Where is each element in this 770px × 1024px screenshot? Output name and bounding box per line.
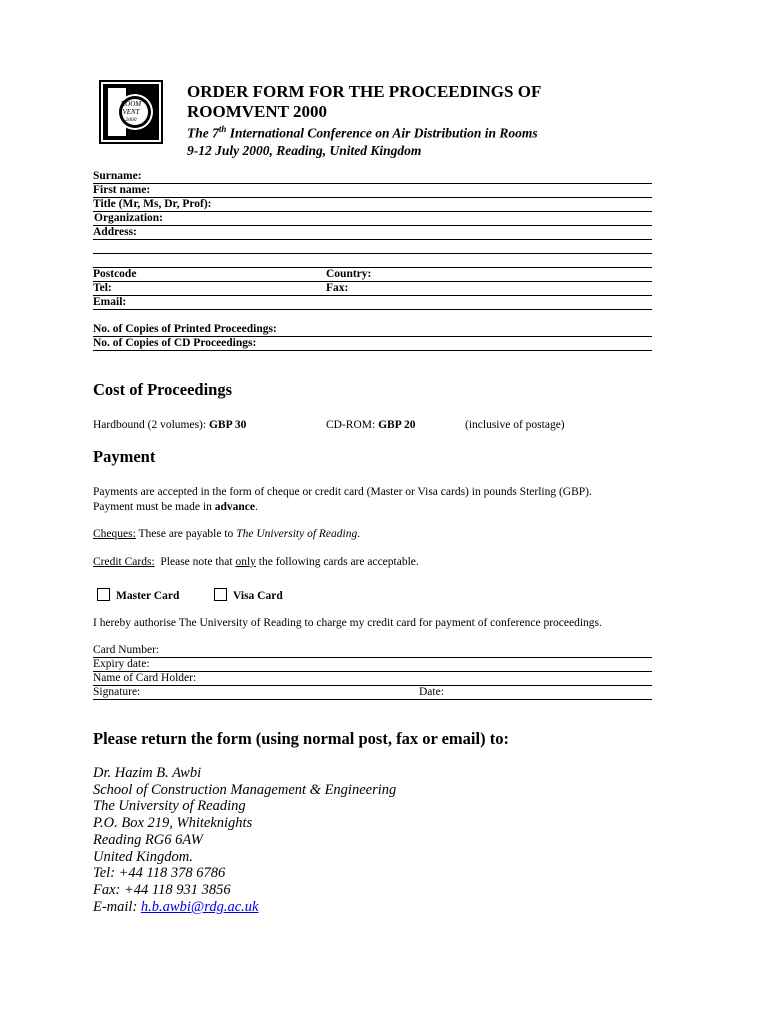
subtitle (187, 121, 538, 159)
postcode-country-row (93, 268, 652, 282)
cdrom-label: CD-ROM: (326, 419, 379, 431)
card-holder-label: Name of Card Holder: (93, 672, 197, 684)
contact-university: The University of Reading (93, 798, 246, 815)
cdrom-price (326, 418, 415, 433)
postage-note: (inclusive of postage) (465, 419, 565, 431)
title-line-2: ROOMVENT 2000 (187, 102, 327, 121)
contact-country: United Kingdom. (93, 848, 193, 865)
authorise-text: I hereby authorise The University of Reading to charge my credit card for payment of conference proceedings. (93, 617, 602, 629)
payment-line-1: Payments are accepted in the form of cheque or credit card (Master or Visa cards) in pounds Sterling (GBP). (93, 486, 592, 498)
title-field[interactable] (93, 198, 652, 212)
tel-label: Tel: (93, 282, 112, 294)
hardbound-label: Hardbound (2 volumes): (93, 419, 209, 431)
payment-text (93, 485, 592, 515)
cost-heading: Cost of Proceedings (93, 380, 233, 399)
subtitle-sup: th (218, 124, 227, 134)
address-field[interactable] (93, 226, 652, 240)
contact-city: Reading RG6 6AW (93, 831, 203, 848)
contact-pobox: P.O. Box 219, Whiteknights (93, 815, 253, 832)
title-line-1: ORDER FORM FOR THE PROCEEDINGS OF (187, 82, 542, 101)
card-number-field[interactable] (93, 644, 652, 658)
payment-line-2-end: . (254, 501, 258, 513)
visa-card-option[interactable] (214, 588, 283, 604)
only-text: only (235, 556, 256, 568)
first-name-label: First name: (93, 184, 151, 196)
visa-card-checkbox[interactable] (214, 588, 227, 601)
payment-heading: Payment (93, 447, 156, 466)
visa-card-label: Visa Card (233, 590, 283, 602)
email-label: Email: (93, 296, 127, 308)
master-card-option[interactable] (97, 588, 179, 604)
cd-copies-label: No. of Copies of CD Proceedings: (93, 337, 257, 349)
cheques-end: . (357, 528, 361, 540)
tel-fax-row (93, 282, 652, 296)
master-card-checkbox[interactable] (97, 588, 110, 601)
cheques-note (93, 527, 360, 542)
return-heading: Please return the form (using normal post, fax or email) to: (93, 729, 509, 748)
printed-copies-field[interactable] (93, 323, 652, 337)
organization-field[interactable] (93, 212, 652, 226)
cards-label: Credit Cards: (93, 556, 155, 568)
printed-copies-label: No. of Copies of Printed Proceedings: (93, 323, 277, 335)
card-holder-field[interactable] (93, 672, 652, 686)
page-title (187, 82, 607, 122)
hardbound-price (93, 418, 246, 433)
contact-school: School of Construction Management & Engineering (93, 781, 397, 798)
cdrom-value: GBP 20 (378, 419, 416, 431)
cards-text-pre: Please note that (154, 556, 236, 568)
surname-label: Surname: (93, 170, 142, 182)
signature-field[interactable] (93, 686, 652, 700)
return-address (93, 765, 396, 915)
advance-text: advance (214, 501, 255, 513)
signature-label: Signature: (93, 686, 141, 698)
title-label: Title (Mr, Ms, Dr, Prof): (93, 198, 212, 210)
hardbound-value: GBP 30 (208, 419, 247, 431)
subtitle-pre: The 7 (187, 125, 219, 141)
conference-dates: 9-12 July 2000, Reading, United Kingdom (187, 142, 422, 158)
fax-label: Fax: (326, 282, 349, 294)
cheques-payee: The University of Reading (236, 528, 358, 540)
email-field[interactable] (93, 296, 652, 310)
logo-text-2: VENT (122, 108, 140, 116)
cards-text-post: the following cards are acceptable. (255, 556, 419, 568)
contact-email-row (93, 899, 396, 916)
payment-line-2 (93, 500, 592, 515)
master-card-label: Master Card (116, 590, 180, 602)
subtitle-post: International Conference on Air Distribution in Rooms (226, 125, 538, 141)
payment-line-2-pre: Payment must be made in (93, 501, 215, 513)
surname-field[interactable] (93, 170, 652, 184)
cheques-label: Cheques: (93, 528, 136, 540)
cd-copies-field[interactable] (93, 337, 652, 351)
contact-tel: Tel: +44 118 378 6786 (93, 865, 226, 882)
address-line-2[interactable] (93, 253, 652, 254)
postcode-label: Postcode (93, 268, 137, 280)
logo-text-3: 2000 (125, 117, 137, 123)
address-label: Address: (93, 226, 137, 238)
expiry-date-field[interactable] (93, 658, 652, 672)
card-number-label: Card Number: (93, 644, 160, 656)
organization-label: Organization: (94, 212, 163, 224)
country-label: Country: (326, 268, 372, 280)
cards-note (93, 555, 419, 570)
contact-fax: Fax: +44 118 931 3856 (93, 881, 231, 898)
cheques-text: These are payable to (135, 528, 237, 540)
contact-name: Dr. Hazim B. Awbi (93, 765, 202, 781)
logo-text-1: ROOM (120, 100, 142, 108)
roomvent-logo (99, 80, 163, 144)
email-link[interactable]: h.b.awbi@rdg.ac.uk (140, 898, 259, 915)
expiry-label: Expiry date: (93, 658, 150, 670)
first-name-field[interactable] (93, 184, 652, 198)
email-prefix: E-mail: (93, 898, 141, 915)
date-label: Date: (419, 686, 444, 698)
